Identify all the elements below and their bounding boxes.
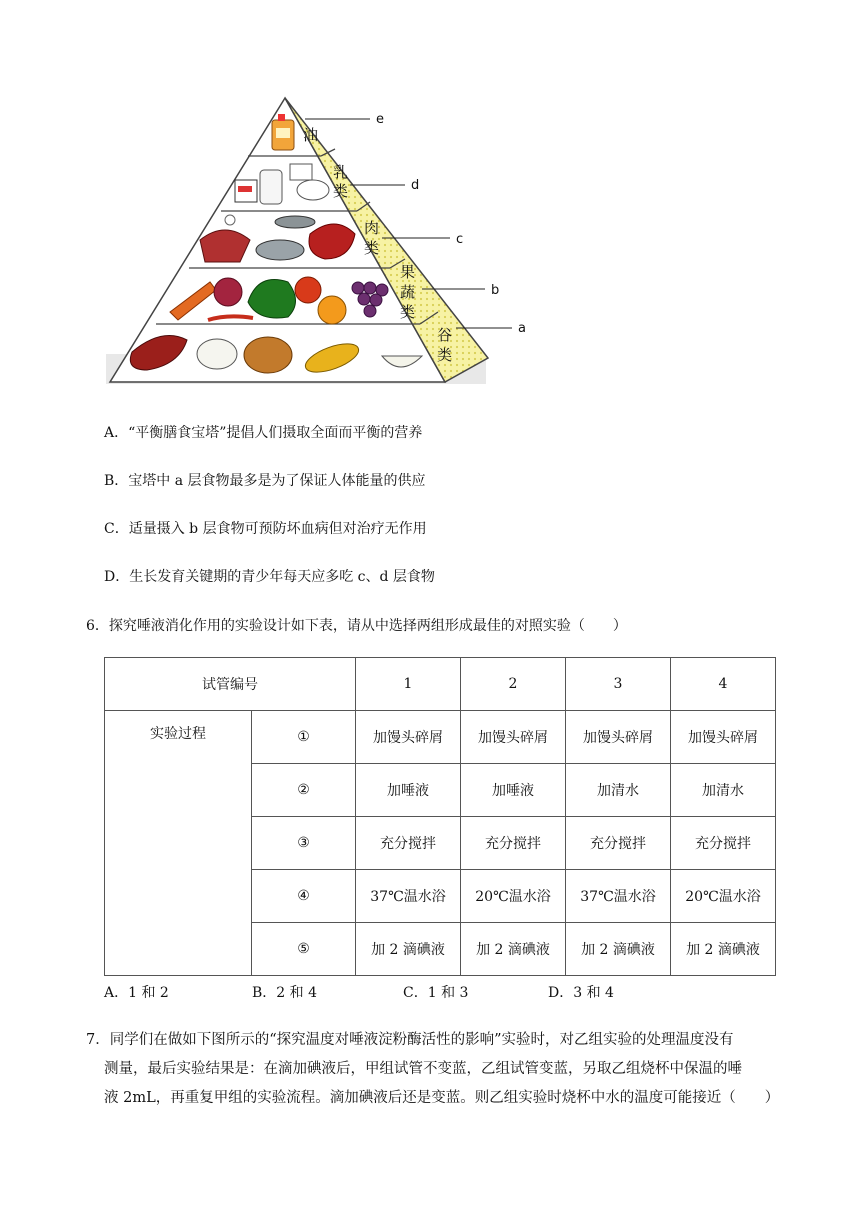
step-number: ② <box>252 764 356 817</box>
table-header-row <box>105 658 776 711</box>
header-tube-2: 2 <box>461 658 566 711</box>
table-cell: 37℃温水浴 <box>566 870 671 923</box>
header-tube-3: 3 <box>566 658 671 711</box>
table-cell: 加馒头碎屑 <box>566 711 671 764</box>
table-cell: 20℃温水浴 <box>461 870 566 923</box>
label-d: d <box>411 178 420 193</box>
table-cell: 加馒头碎屑 <box>671 711 776 764</box>
q6-stem: 6．探究唾液消化作用的实验设计如下表，请从中选择两组形成最佳的对照实验（ ） <box>86 618 627 634</box>
table-cell: 加馒头碎屑 <box>356 711 461 764</box>
q7-line-3: 液 2mL，再重复甲组的实验流程。滴加碘液后还是变蓝。则乙组实验时烧杯中水的温度可能接近（ ） <box>104 1090 780 1106</box>
q6-option-b: B．2 和 4 <box>252 985 318 1001</box>
table-cell: 加清水 <box>671 764 776 817</box>
header-tube-label: 试管编号 <box>105 658 356 711</box>
table-cell: 充分搅拌 <box>461 817 566 870</box>
q5-option-b: B．宝塔中 a 层食物最多是为了保证人体能量的供应 <box>104 473 426 489</box>
table-cell: 37℃温水浴 <box>356 870 461 923</box>
table-cell: 充分搅拌 <box>356 817 461 870</box>
step-number: ③ <box>252 817 356 870</box>
table-cell: 加清水 <box>566 764 671 817</box>
table-cell: 充分搅拌 <box>566 817 671 870</box>
table-cell: 充分搅拌 <box>671 817 776 870</box>
food-pyramid-figure <box>100 92 560 392</box>
q7-line-2: 测量，最后实验结果是：在滴加碘液后，甲组试管不变蓝，乙组试管变蓝，另取乙组烧杯中保温的唾 <box>104 1061 742 1077</box>
q5-option-c: C．适量摄入 b 层食物可预防坏血病但对治疗无作用 <box>104 521 427 537</box>
header-tube-1: 1 <box>356 658 461 711</box>
table-cell: 加 2 滴碘液 <box>461 923 566 976</box>
header-tube-4: 4 <box>671 658 776 711</box>
table-cell: 加馒头碎屑 <box>461 711 566 764</box>
label-a: a <box>518 321 526 336</box>
label-b: b <box>491 283 500 298</box>
layer-dairy: 乳类 <box>333 163 349 200</box>
step-number: ① <box>252 711 356 764</box>
layer-fruit-veg: 果蔬类 <box>400 263 416 321</box>
table-row <box>105 711 776 764</box>
table-cell: 加唾液 <box>356 764 461 817</box>
step-number: ⑤ <box>252 923 356 976</box>
table-cell: 加 2 滴碘液 <box>356 923 461 976</box>
table-cell: 加 2 滴碘液 <box>566 923 671 976</box>
q5-option-d: D．生长发育关键期的青少年每天应多吃 c、d 层食物 <box>104 569 435 585</box>
table-cell: 20℃温水浴 <box>671 870 776 923</box>
q7-line-1: 7．同学们在做如下图所示的“探究温度对唾液淀粉酶活性的影响”实验时，对乙组实验的处理温度没有 <box>86 1032 734 1048</box>
layer-oil: 油 <box>303 126 319 144</box>
layer-meat: 肉类 <box>364 219 380 257</box>
q6-option-c: C．1 和 3 <box>403 985 469 1001</box>
label-c: c <box>456 232 464 247</box>
table-cell: 加 2 滴碘液 <box>671 923 776 976</box>
layer-grain: 谷类 <box>437 326 453 364</box>
process-label: 实验过程 <box>105 711 252 976</box>
label-e: e <box>376 112 384 127</box>
step-number: ④ <box>252 870 356 923</box>
experiment-table <box>104 657 776 976</box>
q6-option-a: A．1 和 2 <box>104 985 169 1001</box>
table-cell: 加唾液 <box>461 764 566 817</box>
q5-option-a: A．“平衡膳食宝塔”提倡人们摄取全面而平衡的营养 <box>104 425 423 441</box>
q6-option-d: D．3 和 4 <box>548 985 614 1001</box>
